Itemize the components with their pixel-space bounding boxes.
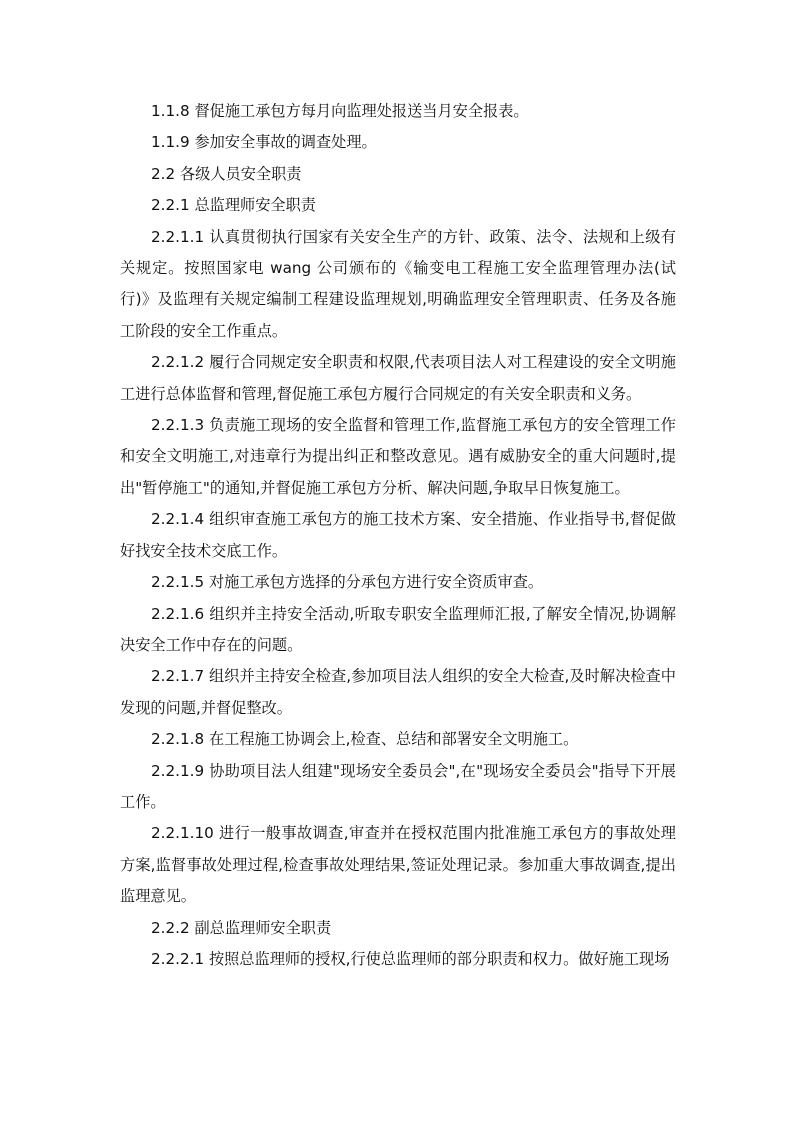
paragraph-2-2-1-7: 2.2.1.7 组织并主持安全检查,参加项目法人组织的安全大检查,及时解决检查中发现的问题,并督促整改。 <box>120 667 676 717</box>
document-body <box>120 96 676 975</box>
paragraph-2-2-1-10: 2.2.1.10 进行一般事故调查,审查并在授权范围内批准施工承包方的事故处理方案,监督事故处理过程,检查事故处理结果,签证处理记录。参加重大事故调查,提出监理意见。 <box>120 824 676 906</box>
section-heading-2-2-2: 2.2.2 副总监理师安全职责 <box>151 918 332 937</box>
paragraph-2-2-1-1: 2.2.1.1 认真贯彻执行国家有关安全生产的方针、政策、法令、法规和上级有关规定。按照国家电 wang 公司颁布的《输变电工程施工安全监理管理办法(试行)》及监理有关规定编制工程建设监理规划,明确监理安全管理职责、任务及各施工阶段的安全工作重点。 <box>120 227 676 340</box>
paragraph-1-1-8: 1.1.8 督促施工承包方每月向监理处报送当月安全报表。 <box>151 102 529 120</box>
paragraph-2-2-1-2: 2.2.1.2 履行合同规定安全职责和权限,代表项目法人对工程建设的安全文明施工进行总体监督和管理,督促施工承包方履行合同规定的有关安全职责和义务。 <box>120 353 676 403</box>
paragraph-2-2-1-9: 2.2.1.9 协助项目法人组建"现场安全委员会",在"现场安全委员会"指导下开展工作。 <box>120 761 676 811</box>
section-heading-2-2-1: 2.2.1 总监理师安全职责 <box>151 196 316 215</box>
paragraph-1-1-9: 1.1.9 参加安全事故的调查处理。 <box>151 133 377 152</box>
paragraph-2-2-1-8: 2.2.1.8 在工程施工协调会上,检查、总结和部署安全文明施工。 <box>151 730 579 749</box>
paragraph-2-2-1-3: 2.2.1.3 负责施工现场的安全监督和管理工作,监督施工承包方的安全管理工作和安全文明施工,对违章行为提出纠正和整改意见。遇有威胁安全的重大问题时,提出"暂停施工"的通知,并督促施工承包方分析、解决问题,争取早日恢复施工。 <box>120 416 676 497</box>
paragraph-2-2-2-1: 2.2.2.1 按照总监理师的授权,行使总监理师的部分职责和权力。做好施工现场 <box>151 949 670 968</box>
paragraph-2-2-1-5: 2.2.1.5 对施工承包方选择的分承包方进行安全资质审查。 <box>151 573 544 592</box>
paragraph-2-2-1-4: 2.2.1.4 组织审查施工承包方的施工技术方案、安全措施、作业指导书,督促做好找安全技术交底工作。 <box>120 510 676 560</box>
section-heading-2-2: 2.2 各级人员安全职责 <box>151 164 302 183</box>
paragraph-2-2-1-6: 2.2.1.6 组织并主持安全活动,听取专职安全监理师汇报,了解安全情况,协调解决安全工作中存在的问题。 <box>120 604 676 654</box>
